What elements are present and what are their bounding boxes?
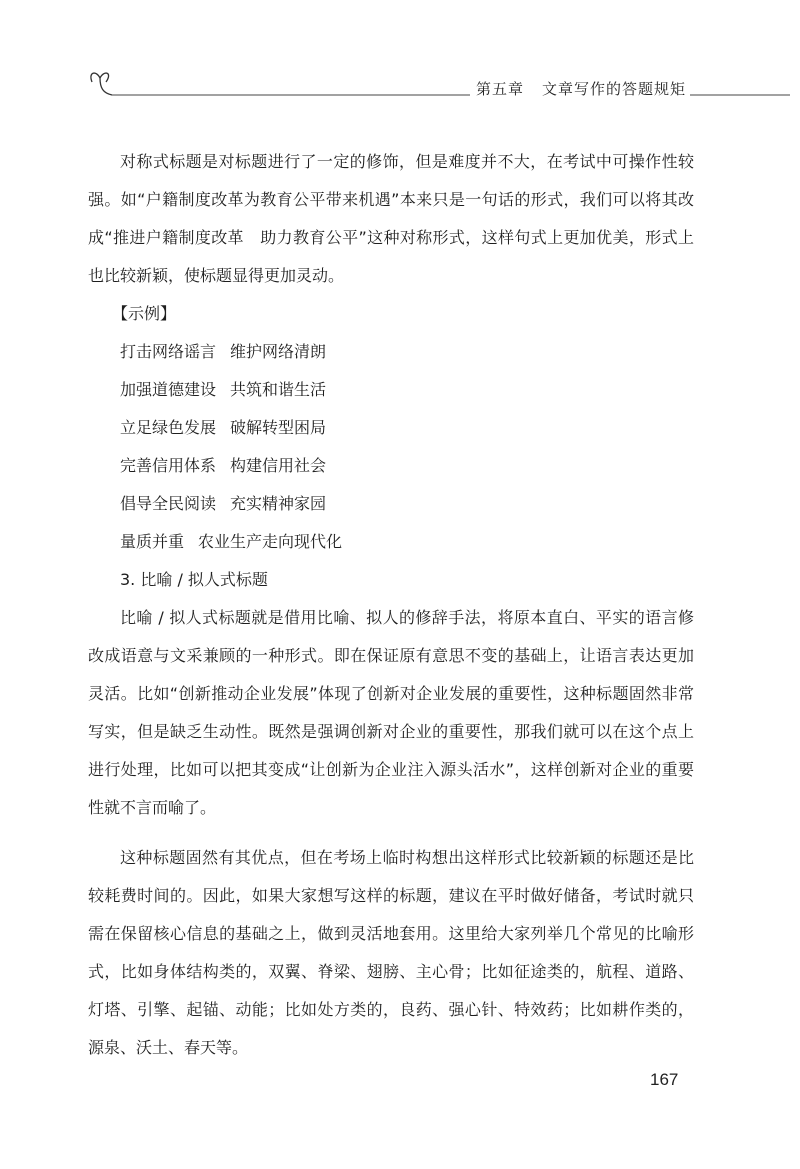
section-heading: 3. 比喻 / 拟人式标题 bbox=[120, 570, 268, 589]
running-header bbox=[0, 60, 800, 100]
example-item: 完善信用体系 构建信用社会 bbox=[120, 456, 327, 475]
header-text bbox=[472, 78, 690, 99]
example-label: 【示例】 bbox=[112, 304, 177, 323]
example-item: 加强道德建设 共筑和谐生活 bbox=[120, 380, 327, 399]
metaphor-paragraph: 比喻 / 拟人式标题就是借用比喻、拟人的修辞手法，将原本直白、平实的语言修改成语意与文采兼顾的一种形式。即在保证原有意思不变的基础上，让语言表达更加灵活。比如“创新推动企业发展”体现了创新对企业发展的重要性，这种标题固然非常写实，但是缺乏生动性。既然是强调创新对企业的重要性，那我们就可以在这个点上进行处理，比如可以把其变成“让创新为企业注入源头活水”，这样创新对企业的重要性就不言而喻了。 bbox=[88, 608, 694, 817]
chapter-title: 文章写作的答题规矩 bbox=[542, 80, 687, 98]
intro-paragraph: 对称式标题是对标题进行了一定的修饰，但是难度并不大，在考试中可操作性较强。如“户籍制度改革为教育公平带来机遇”本来只是一句话的形式，我们可以将其改成“推进户籍制度改革 助力教育公平”这种对称形式，这样句式上更加优美，形式上也比较新颖，使标题显得更加灵动。 bbox=[88, 152, 694, 285]
example-item: 立足绿色发展 破解转型困局 bbox=[120, 418, 327, 437]
closing-paragraph: 这种标题固然有其优点，但在考场上临时构想出这样形式比较新颖的标题还是比较耗费时间的。因此，如果大家想写这样的标题，建议在平时做好储备，考试时就只需在保留核心信息的基础之上，做到灵活地套用。这里给大家列举几个常见的比喻形式，比如身体结构类的，双翼、脊梁、翅膀、主心骨；比如征途类的，航程、道路、灯塔、引擎、起锚、动能；比如处方类的，良药、强心针、特效药；比如耕作类的，源泉、沃土、春天等。 bbox=[88, 848, 694, 1057]
example-item: 倡导全民阅读 充实精神家园 bbox=[120, 494, 327, 513]
page-content bbox=[88, 143, 694, 1067]
example-item: 打击网络谣言 维护网络清朗 bbox=[120, 342, 327, 361]
chapter-label: 第五章 bbox=[476, 80, 525, 98]
example-list bbox=[88, 333, 694, 561]
example-item: 量质并重 农业生产走向现代化 bbox=[120, 532, 343, 551]
page-number: 167 bbox=[650, 1070, 679, 1089]
